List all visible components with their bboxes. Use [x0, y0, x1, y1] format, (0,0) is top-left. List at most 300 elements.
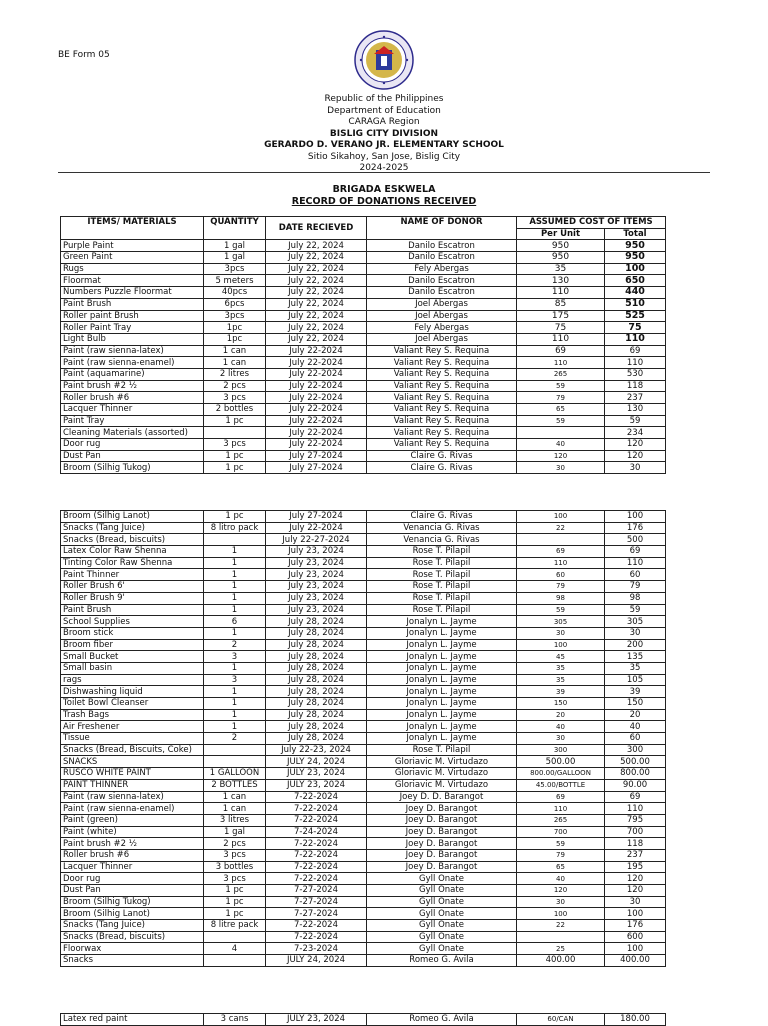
cell-quantity: 1: [204, 592, 266, 604]
cell-item: Broom (Silhig Tukog): [61, 462, 204, 474]
cell-total: 59: [605, 604, 666, 616]
table-row: [61, 333, 666, 345]
cell-item: PAINT THINNER: [61, 779, 204, 791]
cell-donor: Jonalyn L. Jayme: [367, 686, 517, 698]
cell-per-unit: 79: [517, 849, 605, 861]
cell-donor: Rose T. Pilapil: [367, 557, 517, 569]
table-row: [61, 733, 666, 745]
cell-date: July 22-2024: [266, 404, 367, 416]
cell-per-unit: 120: [517, 450, 605, 462]
cell-date: July 23, 2024: [266, 581, 367, 593]
cell-per-unit: 20: [517, 709, 605, 721]
cell-date: July 22, 2024: [266, 252, 367, 264]
cell-date: JULY 24, 2024: [266, 955, 367, 967]
cell-item: Broom (Silhig Lanot): [61, 511, 204, 523]
cell-per-unit: 30: [517, 733, 605, 745]
cell-total: 100: [605, 263, 666, 275]
cell-total: 200: [605, 639, 666, 651]
cell-item: Broom (Silhig Tukog): [61, 896, 204, 908]
cell-total: 950: [605, 240, 666, 252]
cell-date: July 22, 2024: [266, 263, 367, 275]
cell-per-unit: 40: [517, 439, 605, 451]
cell-per-unit: 60/CAN: [517, 1014, 605, 1026]
cell-item: Paint (green): [61, 814, 204, 826]
cell-item: Purple Paint: [61, 240, 204, 252]
cell-date: July 22-2024: [266, 380, 367, 392]
cell-quantity: 3: [204, 674, 266, 686]
cell-per-unit: 700: [517, 826, 605, 838]
cell-item: Cleaning Materials (assorted): [61, 427, 204, 439]
cell-quantity: [204, 744, 266, 756]
cell-total: 234: [605, 427, 666, 439]
table-row: [61, 462, 666, 474]
cell-total: 110: [605, 803, 666, 815]
cell-item: Numbers Puzzle Floormat: [61, 287, 204, 299]
cell-date: July 23, 2024: [266, 604, 367, 616]
cell-per-unit: 60: [517, 569, 605, 581]
cell-quantity: 2 pcs: [204, 380, 266, 392]
cell-item: Tinting Color Raw Shenna: [61, 557, 204, 569]
column-header-donor: NAME OF DONOR: [367, 217, 517, 240]
cell-date: JULY 23, 2024: [266, 1014, 367, 1026]
cell-per-unit: 100: [517, 639, 605, 651]
cell-donor: Gyll Onate: [367, 920, 517, 932]
cell-item: Snacks (Bread, Biscuits, Coke): [61, 744, 204, 756]
cell-total: 30: [605, 896, 666, 908]
table-row: [61, 546, 666, 558]
cell-item: Paint (white): [61, 826, 204, 838]
cell-date: 7-22-2024: [266, 814, 367, 826]
cell-quantity: 1: [204, 627, 266, 639]
table-row: [61, 721, 666, 733]
cell-total: 130: [605, 404, 666, 416]
cell-item: Paint Tray: [61, 415, 204, 427]
cell-per-unit: 40: [517, 721, 605, 733]
table-row: [61, 768, 666, 780]
header-divider: [58, 172, 710, 173]
cell-donor: Valiant Rey S. Requina: [367, 345, 517, 357]
cell-date: July 28, 2024: [266, 698, 367, 710]
cell-quantity: 1: [204, 686, 266, 698]
cell-total: 180.00: [605, 1014, 666, 1026]
cell-total: 110: [605, 557, 666, 569]
cell-quantity: [204, 955, 266, 967]
cell-item: Latex Color Raw Shenna: [61, 546, 204, 558]
cell-total: 510: [605, 298, 666, 310]
header-department: Department of Education: [327, 105, 441, 116]
cell-quantity: 1 can: [204, 791, 266, 803]
table-row: [61, 756, 666, 768]
cell-quantity: 2: [204, 639, 266, 651]
cell-per-unit: 40: [517, 873, 605, 885]
cell-donor: Jonalyn L. Jayme: [367, 627, 517, 639]
cell-quantity: 2: [204, 733, 266, 745]
cell-donor: Gloriavic M. Virtudazo: [367, 756, 517, 768]
cell-per-unit: 22: [517, 522, 605, 534]
cell-quantity: 1: [204, 721, 266, 733]
cell-total: 118: [605, 838, 666, 850]
cell-quantity: 2 bottles: [204, 404, 266, 416]
cell-donor: Danilo Escatron: [367, 287, 517, 299]
cell-quantity: 2 pcs: [204, 838, 266, 850]
table-row: [61, 674, 666, 686]
cell-item: Dust Pan: [61, 885, 204, 897]
cell-per-unit: 110: [517, 357, 605, 369]
cell-quantity: 1 pc: [204, 415, 266, 427]
column-header-quantity: QUANTITY: [204, 217, 266, 240]
cell-date: 7-27-2024: [266, 885, 367, 897]
cell-total: 176: [605, 522, 666, 534]
cell-total: 69: [605, 791, 666, 803]
cell-quantity: 1: [204, 546, 266, 558]
cell-date: July 22, 2024: [266, 240, 367, 252]
table-row: [61, 322, 666, 334]
cell-donor: Claire G. Rivas: [367, 511, 517, 523]
table-row: [61, 263, 666, 275]
cell-total: 100: [605, 908, 666, 920]
cell-item: Lacquer Thinner: [61, 404, 204, 416]
cell-item: Paint brush #2 ½: [61, 380, 204, 392]
cell-item: Roller Brush 9': [61, 592, 204, 604]
column-header-items: ITEMS/ MATERIALS: [61, 217, 204, 240]
cell-total: 98: [605, 592, 666, 604]
cell-date: July 28, 2024: [266, 639, 367, 651]
table-row: [61, 534, 666, 546]
table-row: [61, 427, 666, 439]
cell-total: 237: [605, 392, 666, 404]
cell-per-unit: 120: [517, 885, 605, 897]
cell-donor: Venancia G. Rivas: [367, 534, 517, 546]
cell-donor: Jonalyn L. Jayme: [367, 698, 517, 710]
cell-total: 69: [605, 345, 666, 357]
cell-item: Dust Pan: [61, 450, 204, 462]
cell-donor: Gyll Onate: [367, 896, 517, 908]
cell-per-unit: 75: [517, 322, 605, 334]
table-row: [61, 861, 666, 873]
document-title: [0, 184, 768, 207]
cell-date: July 28, 2024: [266, 686, 367, 698]
table-row: [61, 616, 666, 628]
cell-per-unit: 130: [517, 275, 605, 287]
cell-quantity: [204, 756, 266, 768]
cell-total: 795: [605, 814, 666, 826]
cell-total: 40: [605, 721, 666, 733]
column-header-cost: ASSUMED COST OF ITEMS: [517, 217, 666, 229]
cell-per-unit: 110: [517, 557, 605, 569]
cell-quantity: 5 meters: [204, 275, 266, 287]
cell-item: Paint (raw sienna-enamel): [61, 357, 204, 369]
cell-donor: Valiant Rey S. Requina: [367, 380, 517, 392]
cell-total: 69: [605, 546, 666, 558]
cell-item: Floormat: [61, 275, 204, 287]
cell-quantity: 1: [204, 569, 266, 581]
cell-item: Door rug: [61, 439, 204, 451]
cell-donor: Valiant Rey S. Requina: [367, 415, 517, 427]
cell-quantity: 2 litres: [204, 368, 266, 380]
table-row: [61, 651, 666, 663]
cell-quantity: 3: [204, 651, 266, 663]
cell-per-unit: 59: [517, 415, 605, 427]
cell-item: Dishwashing liquid: [61, 686, 204, 698]
cell-donor: Gyll Onate: [367, 931, 517, 943]
cell-per-unit: 79: [517, 392, 605, 404]
cell-item: Roller Brush 6': [61, 581, 204, 593]
cell-item: Paint Thinner: [61, 569, 204, 581]
cell-total: 30: [605, 627, 666, 639]
cell-total: 650: [605, 275, 666, 287]
cell-total: 59: [605, 415, 666, 427]
cell-per-unit: 25: [517, 943, 605, 955]
cell-donor: Valiant Rey S. Requina: [367, 368, 517, 380]
cell-quantity: 1 pc: [204, 462, 266, 474]
cell-date: 7-22-2024: [266, 838, 367, 850]
cell-quantity: 6pcs: [204, 298, 266, 310]
table-row: [61, 392, 666, 404]
cell-total: 110: [605, 357, 666, 369]
cell-date: July 22, 2024: [266, 287, 367, 299]
cell-date: July 28, 2024: [266, 662, 367, 674]
cell-date: July 28, 2024: [266, 674, 367, 686]
cell-quantity: 1 pc: [204, 450, 266, 462]
cell-total: 700: [605, 826, 666, 838]
cell-quantity: 3pcs: [204, 263, 266, 275]
header-country: Republic of the Philippines: [324, 94, 444, 104]
cell-donor: Gloriavic M. Virtudazo: [367, 779, 517, 791]
cell-date: July 27-2024: [266, 450, 367, 462]
table-row: [61, 814, 666, 826]
cell-item: Broom fiber: [61, 639, 204, 651]
cell-total: 176: [605, 920, 666, 932]
cell-donor: Joey D. Barangot: [367, 861, 517, 873]
cell-quantity: 3 litres: [204, 814, 266, 826]
cell-donor: Jonalyn L. Jayme: [367, 674, 517, 686]
cell-date: July 22, 2024: [266, 333, 367, 345]
cell-date: 7-22-2024: [266, 920, 367, 932]
cell-per-unit: 110: [517, 803, 605, 815]
cell-date: July 22, 2024: [266, 298, 367, 310]
table-row: [61, 838, 666, 850]
cell-date: July 22-27-2024: [266, 534, 367, 546]
cell-quantity: 1: [204, 662, 266, 674]
table-row: [61, 943, 666, 955]
cell-total: 100: [605, 511, 666, 523]
cell-quantity: 4: [204, 943, 266, 955]
cell-total: 100: [605, 943, 666, 955]
table-row: [61, 404, 666, 416]
cell-donor: Joel Abergas: [367, 298, 517, 310]
table-row: [61, 826, 666, 838]
cell-per-unit: 400.00: [517, 955, 605, 967]
cell-donor: Valiant Rey S. Requina: [367, 439, 517, 451]
table-row: [61, 604, 666, 616]
title-record: RECORD OF DONATIONS RECEIVED: [291, 195, 477, 207]
table-row: [61, 873, 666, 885]
cell-donor: Fely Abergas: [367, 263, 517, 275]
cell-date: JULY 23, 2024: [266, 779, 367, 791]
cell-item: Green Paint: [61, 252, 204, 264]
cell-quantity: 1 can: [204, 345, 266, 357]
column-header-per-unit: Per Unit: [517, 228, 605, 240]
table-row: [61, 581, 666, 593]
cell-donor: Rose T. Pilapil: [367, 604, 517, 616]
table-row: [61, 240, 666, 252]
cell-date: 7-22-2024: [266, 849, 367, 861]
cell-donor: Romeo G. Avila: [367, 955, 517, 967]
cell-date: July 22-23, 2024: [266, 744, 367, 756]
cell-item: SNACKS: [61, 756, 204, 768]
cell-date: July 27-2024: [266, 511, 367, 523]
table-row: [61, 686, 666, 698]
cell-total: 530: [605, 368, 666, 380]
cell-date: July 23, 2024: [266, 569, 367, 581]
cell-donor: Gloriavic M. Virtudazo: [367, 768, 517, 780]
cell-donor: Gyll Onate: [367, 908, 517, 920]
cell-item: Paint (raw sienna-latex): [61, 791, 204, 803]
table-row: [61, 592, 666, 604]
cell-item: Air Freshener: [61, 721, 204, 733]
cell-item: Paint (aquamarine): [61, 368, 204, 380]
cell-total: 440: [605, 287, 666, 299]
cell-total: 35: [605, 662, 666, 674]
cell-per-unit: 30: [517, 627, 605, 639]
cell-total: 110: [605, 333, 666, 345]
cell-item: Tissue: [61, 733, 204, 745]
header-school: GERARDO D. VERANO JR. ELEMENTARY SCHOOL: [264, 140, 504, 150]
cell-quantity: 3 pcs: [204, 439, 266, 451]
cell-per-unit: 110: [517, 287, 605, 299]
cell-total: 150: [605, 698, 666, 710]
table-row: [61, 627, 666, 639]
cell-donor: Venancia G. Rivas: [367, 522, 517, 534]
table-row: [61, 522, 666, 534]
cell-item: Light Bulb: [61, 333, 204, 345]
cell-item: Latex red paint: [61, 1014, 204, 1026]
cell-date: July 23, 2024: [266, 557, 367, 569]
cell-item: rags: [61, 674, 204, 686]
table-row: [61, 698, 666, 710]
header-division: BISLIG CITY DIVISION: [329, 128, 439, 139]
cell-donor: Rose T. Pilapil: [367, 581, 517, 593]
cell-total: 800.00: [605, 768, 666, 780]
cell-total: 400.00: [605, 955, 666, 967]
cell-item: Roller Paint Tray: [61, 322, 204, 334]
table-row: [61, 791, 666, 803]
cell-total: 90.00: [605, 779, 666, 791]
cell-per-unit: [517, 534, 605, 546]
cell-quantity: 6: [204, 616, 266, 628]
cell-donor: Rose T. Pilapil: [367, 546, 517, 558]
cell-per-unit: [517, 931, 605, 943]
column-header-date: DATE RECIEVED: [266, 217, 367, 240]
cell-quantity: 1 gal: [204, 252, 266, 264]
table-row: [61, 511, 666, 523]
cell-quantity: 3 pcs: [204, 849, 266, 861]
cell-per-unit: 950: [517, 252, 605, 264]
cell-quantity: 8 litre pack: [204, 920, 266, 932]
cell-per-unit: 45: [517, 651, 605, 663]
cell-quantity: 3pcs: [204, 310, 266, 322]
cell-donor: Jonalyn L. Jayme: [367, 733, 517, 745]
header-address: Sitio Sikahoy, San Jose, Bislig City: [307, 151, 461, 162]
cell-item: Rugs: [61, 263, 204, 275]
cell-item: Small Bucket: [61, 651, 204, 663]
cell-total: 120: [605, 439, 666, 451]
cell-donor: Joey D. Barangot: [367, 803, 517, 815]
cell-date: 7-22-2024: [266, 861, 367, 873]
cell-donor: Joey D. Barangot: [367, 814, 517, 826]
cell-per-unit: 35: [517, 263, 605, 275]
cell-donor: Jonalyn L. Jayme: [367, 709, 517, 721]
cell-donor: Valiant Rey S. Requina: [367, 427, 517, 439]
header-region: CARAGA Region: [348, 117, 420, 127]
cell-date: 7-23-2024: [266, 943, 367, 955]
cell-total: 79: [605, 581, 666, 593]
table-row: [61, 639, 666, 651]
cell-quantity: 1 gal: [204, 240, 266, 252]
table-row: [61, 275, 666, 287]
cell-date: July 22-2024: [266, 357, 367, 369]
cell-date: July 22-2024: [266, 345, 367, 357]
table-row: [61, 380, 666, 392]
cell-donor: Valiant Rey S. Requina: [367, 404, 517, 416]
cell-item: Broom stick: [61, 627, 204, 639]
cell-item: Floorwax: [61, 943, 204, 955]
cell-total: 60: [605, 733, 666, 745]
cell-item: Paint Brush: [61, 298, 204, 310]
cell-per-unit: 69: [517, 791, 605, 803]
cell-quantity: [204, 931, 266, 943]
cell-quantity: 40pcs: [204, 287, 266, 299]
cell-item: Paint (raw sienna-enamel): [61, 803, 204, 815]
cell-total: 30: [605, 462, 666, 474]
table-row: [61, 896, 666, 908]
cell-item: Snacks (Tang Juice): [61, 920, 204, 932]
cell-date: July 22, 2024: [266, 275, 367, 287]
cell-per-unit: [517, 427, 605, 439]
cell-per-unit: 59: [517, 604, 605, 616]
cell-quantity: 1: [204, 698, 266, 710]
cell-quantity: 3 cans: [204, 1014, 266, 1026]
cell-date: July 22-2024: [266, 368, 367, 380]
cell-donor: Fely Abergas: [367, 322, 517, 334]
table-row: [61, 849, 666, 861]
cell-donor: Danilo Escatron: [367, 252, 517, 264]
cell-quantity: 1: [204, 557, 266, 569]
cell-donor: Joel Abergas: [367, 310, 517, 322]
cell-date: July 27-2024: [266, 462, 367, 474]
cell-total: 600: [605, 931, 666, 943]
cell-quantity: 1: [204, 604, 266, 616]
cell-per-unit: 35: [517, 662, 605, 674]
cell-date: July 22-2024: [266, 415, 367, 427]
cell-per-unit: 69: [517, 345, 605, 357]
table-row: [61, 662, 666, 674]
cell-item: Broom (Silhig Lanot): [61, 908, 204, 920]
cell-quantity: 3 bottles: [204, 861, 266, 873]
cell-donor: Joey D. Barangot: [367, 838, 517, 850]
cell-per-unit: 39: [517, 686, 605, 698]
cell-per-unit: 265: [517, 814, 605, 826]
cell-donor: Rose T. Pilapil: [367, 592, 517, 604]
cell-item: Lacquer Thinner: [61, 861, 204, 873]
cell-date: July 28, 2024: [266, 616, 367, 628]
cell-total: 237: [605, 849, 666, 861]
cell-date: July 28, 2024: [266, 627, 367, 639]
cell-total: 118: [605, 380, 666, 392]
cell-total: 120: [605, 450, 666, 462]
cell-quantity: 1pc: [204, 322, 266, 334]
cell-per-unit: 45.00/BOTTLE: [517, 779, 605, 791]
